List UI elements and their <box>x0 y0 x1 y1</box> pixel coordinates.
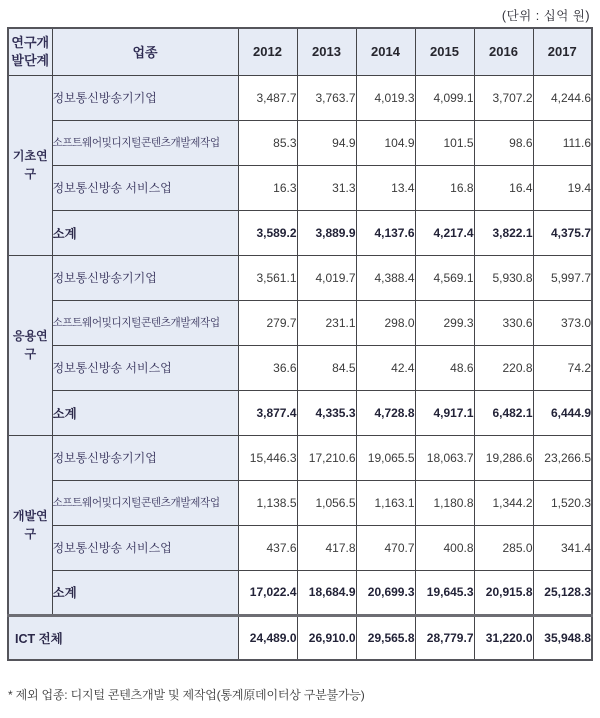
value-cell: 20,915.8 <box>474 570 533 615</box>
col-header-year-4: 2015 <box>415 28 474 75</box>
value-cell: 279.7 <box>238 300 297 345</box>
value-cell: 42.4 <box>356 345 415 390</box>
col-header-year-1: 2012 <box>238 28 297 75</box>
value-cell: 15,446.3 <box>238 435 297 480</box>
industry-cell: 정보통신방송기기업 <box>52 255 238 300</box>
value-cell: 1,180.8 <box>415 480 474 525</box>
value-cell: 17,210.6 <box>297 435 356 480</box>
unit-label: (단위 : 십억 원) <box>501 9 590 23</box>
value-cell: 16.8 <box>415 165 474 210</box>
total-value-cell: 31,220.0 <box>474 615 533 660</box>
industry-cell: 정보통신방송기기업 <box>52 75 238 120</box>
industry-cell: 소계 <box>52 570 238 615</box>
value-cell: 4,569.1 <box>415 255 474 300</box>
value-cell: 3,487.7 <box>238 75 297 120</box>
subtotal-row <box>8 570 592 615</box>
value-cell: 4,335.3 <box>297 390 356 435</box>
value-cell: 4,244.6 <box>533 75 592 120</box>
stage-cell: 기초연구 <box>8 75 52 255</box>
footnote: * 제외 업종: 디지털 콘텐츠개발 및 제작업(통계原데이터상 구분불가능) <box>8 688 365 702</box>
total-value-cell: 29,565.8 <box>356 615 415 660</box>
value-cell: 299.3 <box>415 300 474 345</box>
col-header-year-3: 2014 <box>356 28 415 75</box>
value-cell: 3,589.2 <box>238 210 297 255</box>
table-row <box>8 345 592 390</box>
industry-cell: 소프트웨어및디지털콘텐츠개발제작업 <box>52 300 238 345</box>
value-cell: 4,217.4 <box>415 210 474 255</box>
industry-cell: 소계 <box>52 390 238 435</box>
value-cell: 1,163.1 <box>356 480 415 525</box>
value-cell: 19,645.3 <box>415 570 474 615</box>
col-header-year-2: 2013 <box>297 28 356 75</box>
value-cell: 25,128.3 <box>533 570 592 615</box>
value-cell: 6,482.1 <box>474 390 533 435</box>
total-value-cell: 35,948.8 <box>533 615 592 660</box>
table-row <box>8 435 592 480</box>
value-cell: 437.6 <box>238 525 297 570</box>
value-cell: 5,997.7 <box>533 255 592 300</box>
header-row <box>8 28 592 75</box>
value-cell: 18,684.9 <box>297 570 356 615</box>
value-cell: 1,138.5 <box>238 480 297 525</box>
value-cell: 17,022.4 <box>238 570 297 615</box>
value-cell: 3,889.9 <box>297 210 356 255</box>
value-cell: 6,444.9 <box>533 390 592 435</box>
value-cell: 1,520.3 <box>533 480 592 525</box>
stage-cell: 개발연구 <box>8 435 52 615</box>
value-cell: 48.6 <box>415 345 474 390</box>
table-row <box>8 300 592 345</box>
value-cell: 3,763.7 <box>297 75 356 120</box>
industry-cell: 소계 <box>52 210 238 255</box>
value-cell: 98.6 <box>474 120 533 165</box>
industry-cell: 소프트웨어및디지털콘텐츠개발제작업 <box>52 120 238 165</box>
value-cell: 85.3 <box>238 120 297 165</box>
total-label: ICT 전체 <box>8 615 238 660</box>
total-value-cell: 24,489.0 <box>238 615 297 660</box>
value-cell: 18,063.7 <box>415 435 474 480</box>
col-header-stage: 연구개발단계 <box>8 28 52 75</box>
value-cell: 19,286.6 <box>474 435 533 480</box>
table-row <box>8 75 592 120</box>
value-cell: 1,056.5 <box>297 480 356 525</box>
industry-cell: 정보통신방송 서비스업 <box>52 525 238 570</box>
value-cell: 470.7 <box>356 525 415 570</box>
total-value-cell: 28,779.7 <box>415 615 474 660</box>
value-cell: 220.8 <box>474 345 533 390</box>
col-header-year-6: 2017 <box>533 28 592 75</box>
value-cell: 4,019.7 <box>297 255 356 300</box>
value-cell: 74.2 <box>533 345 592 390</box>
value-cell: 3,822.1 <box>474 210 533 255</box>
value-cell: 19.4 <box>533 165 592 210</box>
subtotal-row <box>8 390 592 435</box>
col-header-year-5: 2016 <box>474 28 533 75</box>
value-cell: 23,266.5 <box>533 435 592 480</box>
value-cell: 101.5 <box>415 120 474 165</box>
value-cell: 285.0 <box>474 525 533 570</box>
value-cell: 36.6 <box>238 345 297 390</box>
subtotal-row <box>8 210 592 255</box>
value-cell: 341.4 <box>533 525 592 570</box>
value-cell: 373.0 <box>533 300 592 345</box>
value-cell: 4,019.3 <box>356 75 415 120</box>
value-cell: 20,699.3 <box>356 570 415 615</box>
industry-cell: 소프트웨어및디지털콘텐츠개발제작업 <box>52 480 238 525</box>
value-cell: 104.9 <box>356 120 415 165</box>
value-cell: 111.6 <box>533 120 592 165</box>
value-cell: 298.0 <box>356 300 415 345</box>
value-cell: 4,375.7 <box>533 210 592 255</box>
total-row <box>8 615 592 660</box>
value-cell: 330.6 <box>474 300 533 345</box>
total-value-cell: 26,910.0 <box>297 615 356 660</box>
table-row <box>8 165 592 210</box>
col-header-industry: 업종 <box>52 28 238 75</box>
value-cell: 5,930.8 <box>474 255 533 300</box>
industry-cell: 정보통신방송 서비스업 <box>52 165 238 210</box>
value-cell: 94.9 <box>297 120 356 165</box>
value-cell: 84.5 <box>297 345 356 390</box>
value-cell: 4,728.8 <box>356 390 415 435</box>
industry-cell: 정보통신방송 서비스업 <box>52 345 238 390</box>
stage-cell: 응용연구 <box>8 255 52 435</box>
value-cell: 3,877.4 <box>238 390 297 435</box>
value-cell: 3,707.2 <box>474 75 533 120</box>
table-row <box>8 120 592 165</box>
value-cell: 16.3 <box>238 165 297 210</box>
rnd-expenditure-table <box>7 27 593 661</box>
value-cell: 4,917.1 <box>415 390 474 435</box>
value-cell: 3,561.1 <box>238 255 297 300</box>
value-cell: 4,388.4 <box>356 255 415 300</box>
value-cell: 19,065.5 <box>356 435 415 480</box>
value-cell: 13.4 <box>356 165 415 210</box>
value-cell: 31.3 <box>297 165 356 210</box>
table-row <box>8 480 592 525</box>
value-cell: 16.4 <box>474 165 533 210</box>
table-row <box>8 525 592 570</box>
value-cell: 231.1 <box>297 300 356 345</box>
value-cell: 400.8 <box>415 525 474 570</box>
table-row <box>8 255 592 300</box>
value-cell: 417.8 <box>297 525 356 570</box>
value-cell: 4,137.6 <box>356 210 415 255</box>
value-cell: 4,099.1 <box>415 75 474 120</box>
industry-cell: 정보통신방송기기업 <box>52 435 238 480</box>
value-cell: 1,344.2 <box>474 480 533 525</box>
